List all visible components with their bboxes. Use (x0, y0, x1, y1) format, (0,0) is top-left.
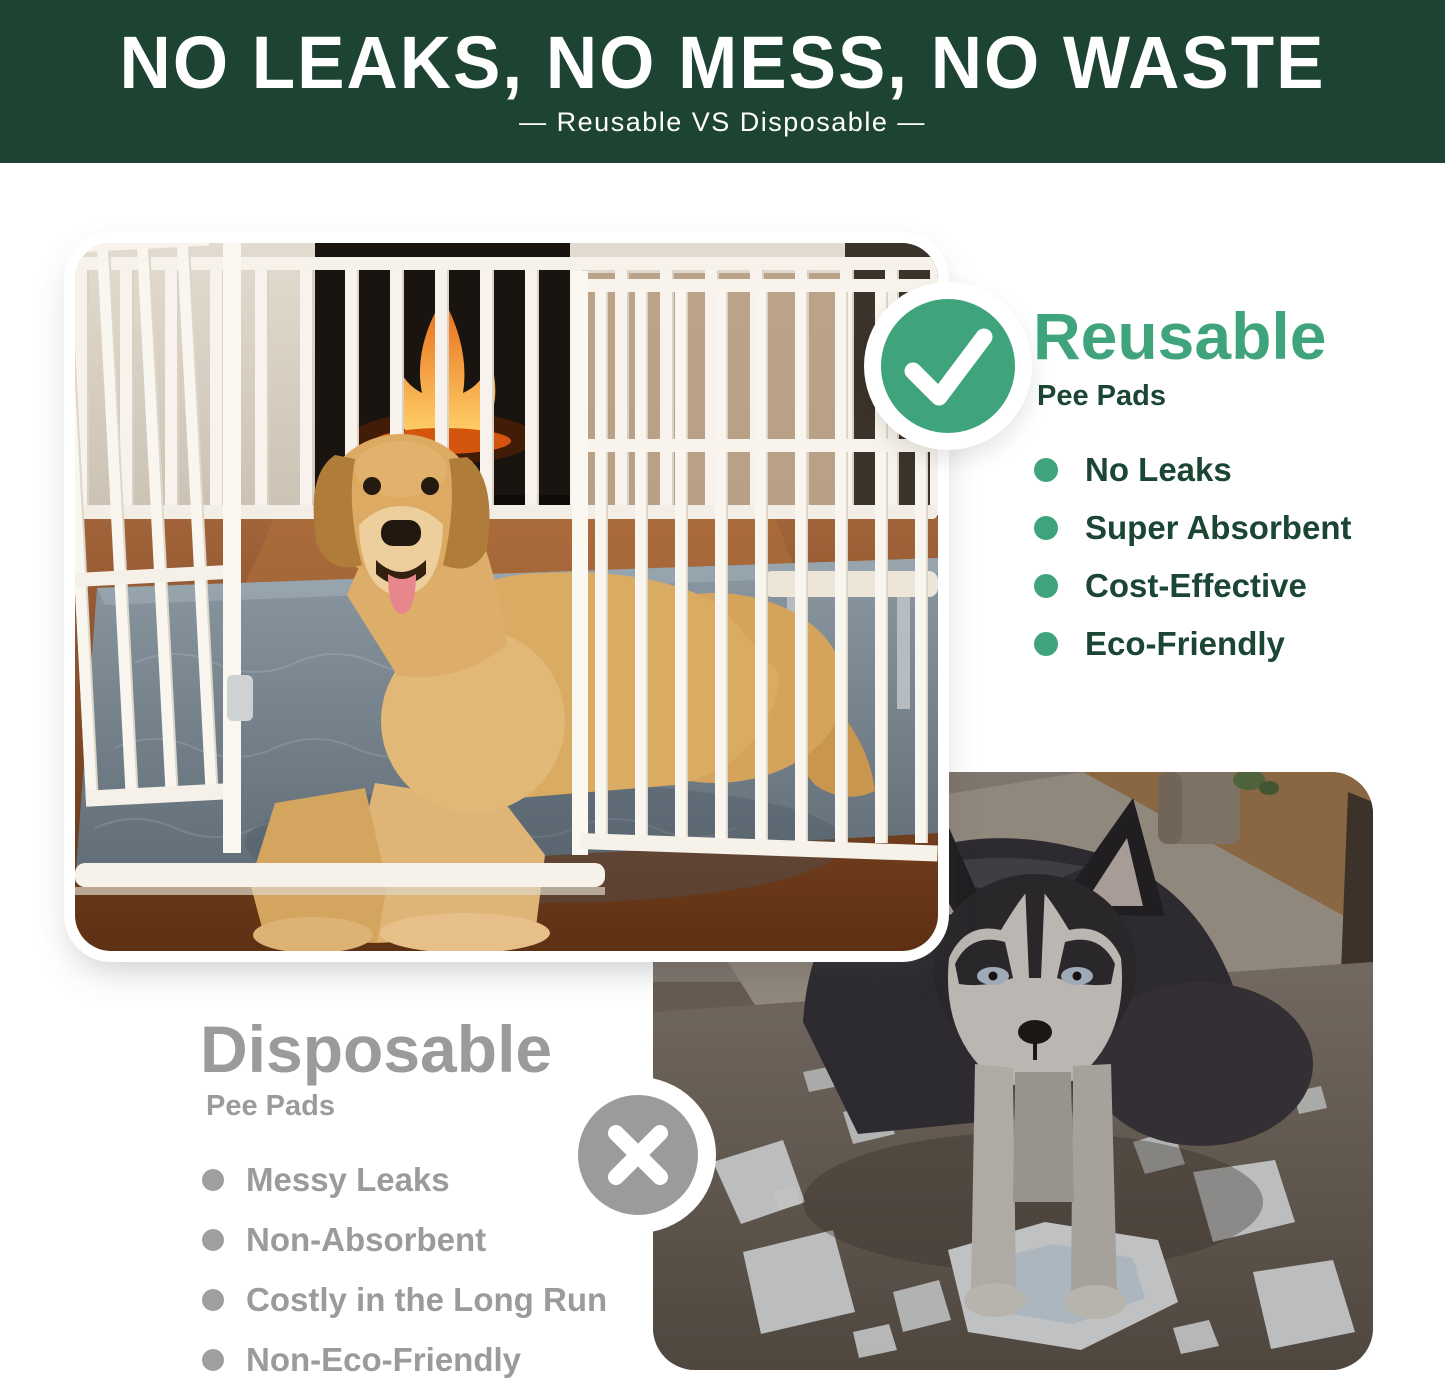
list-item-label: Eco-Friendly (1085, 625, 1285, 662)
bullet-dot-icon (1034, 516, 1058, 540)
bullet-dot-icon (1034, 632, 1058, 656)
reusable-heading: Reusable (1033, 299, 1327, 373)
banner-title: NO LEAKS, NO MESS, NO WASTE (119, 21, 1326, 105)
list-item (202, 1340, 607, 1378)
list-item (1034, 566, 1351, 606)
list-item-label: No Leaks (1085, 451, 1232, 488)
disposable-heading: Disposable (200, 1012, 553, 1086)
disposable-drawbacks-list (202, 1160, 607, 1378)
list-item (202, 1160, 607, 1200)
reusable-benefits-list (1034, 450, 1351, 682)
bullet-dot-icon (202, 1229, 224, 1251)
list-item-label: Costly in the Long Run (246, 1281, 608, 1318)
bullet-dot-icon (202, 1289, 224, 1311)
list-item-label: Super Absorbent (1085, 509, 1352, 546)
reusable-subheading: Pee Pads (1037, 380, 1166, 412)
header-banner (0, 0, 1445, 163)
check-icon (864, 282, 1032, 450)
reusable-photo (75, 243, 938, 951)
bullet-dot-icon (202, 1169, 224, 1191)
bullet-dot-icon (1034, 458, 1058, 482)
list-item-label: Messy Leaks (246, 1161, 450, 1198)
list-item-label: Non-Eco-Friendly (246, 1341, 522, 1378)
bullet-dot-icon (1034, 574, 1058, 598)
banner-subtitle: — Reusable VS Disposable — (519, 106, 926, 137)
list-item (1034, 508, 1351, 548)
list-item (202, 1280, 607, 1320)
list-item-label: Non-Absorbent (246, 1221, 487, 1258)
reusable-photo-illustration (75, 243, 938, 951)
check-mark (881, 299, 1015, 433)
list-item (1034, 624, 1351, 664)
bullet-dot-icon (202, 1349, 224, 1371)
list-item (1034, 450, 1351, 490)
list-item (202, 1220, 607, 1260)
disposable-subheading: Pee Pads (206, 1090, 335, 1122)
list-item-label: Cost-Effective (1085, 567, 1307, 604)
